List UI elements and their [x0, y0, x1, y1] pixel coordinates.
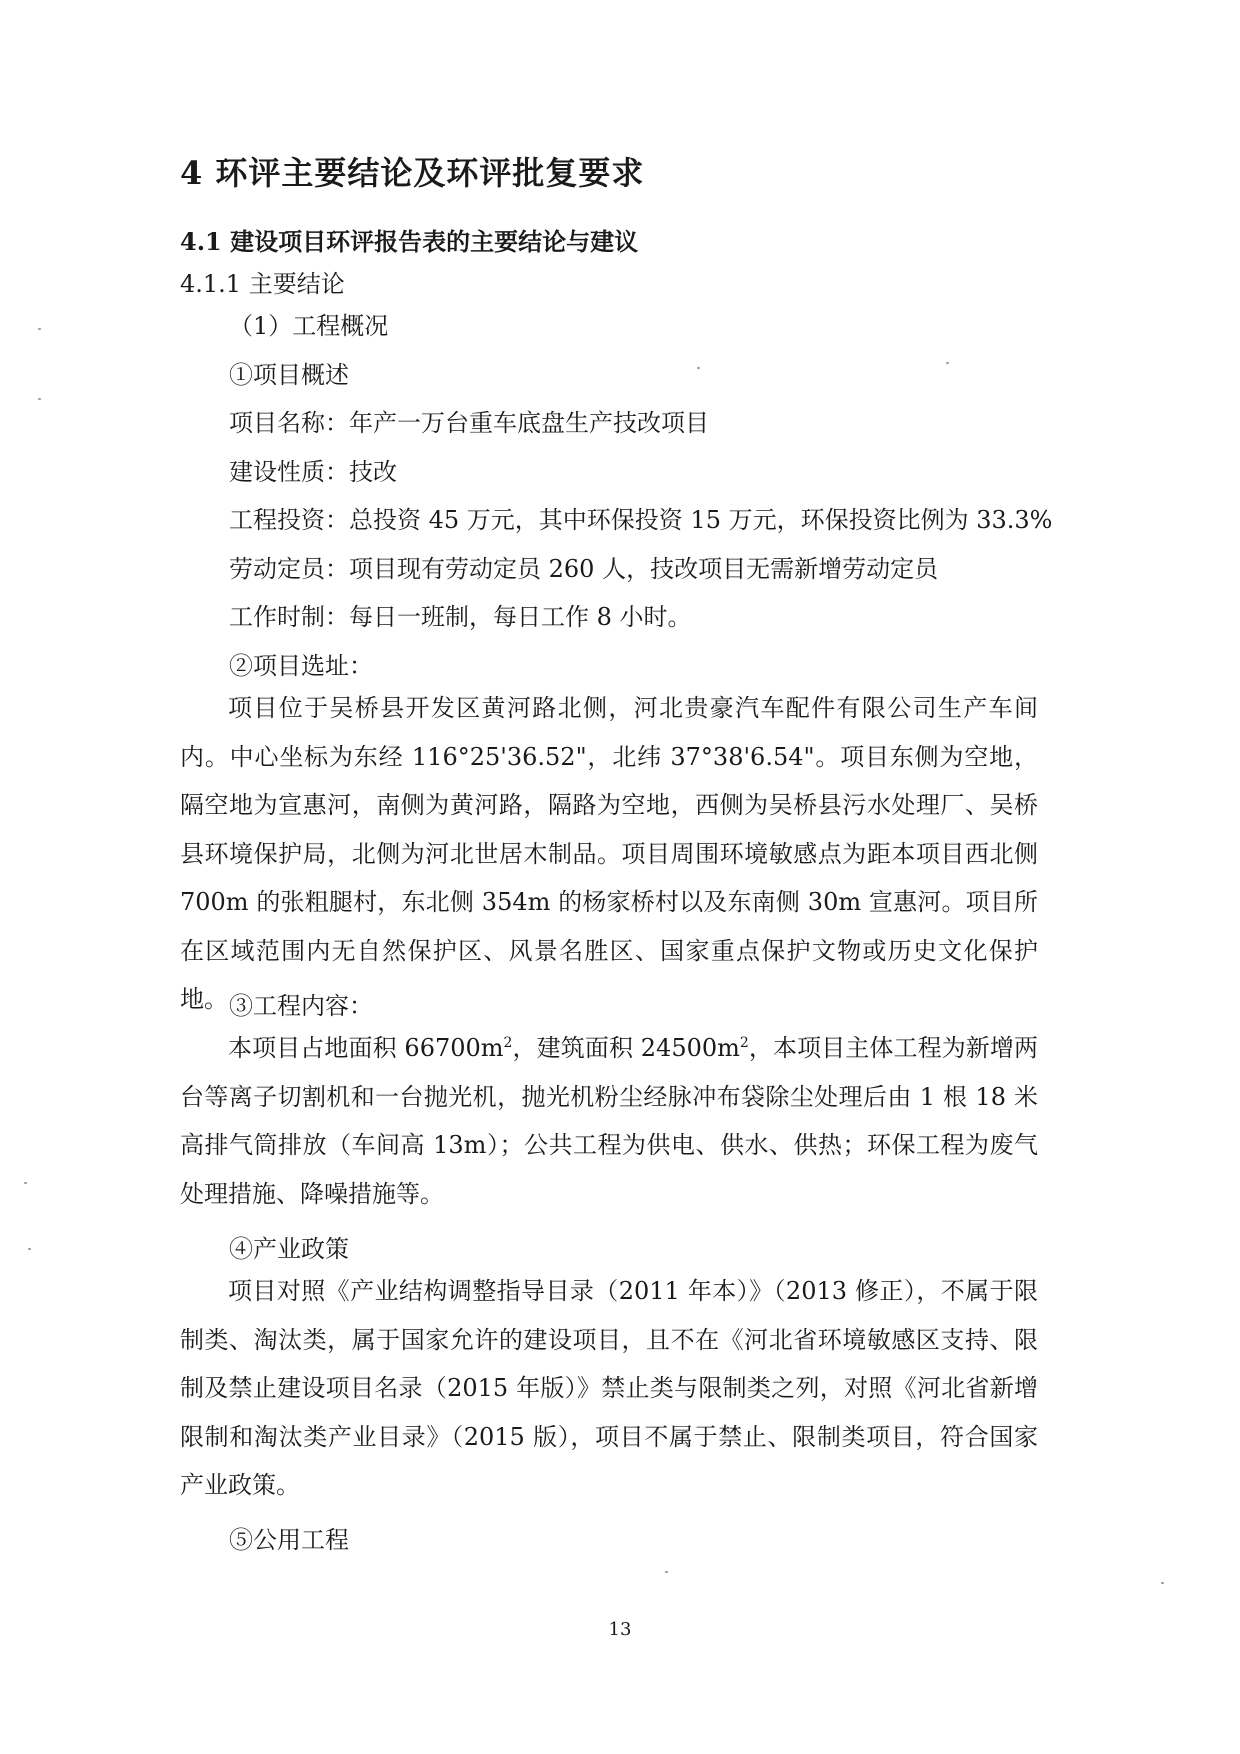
scan-speck [24, 1182, 27, 1184]
construction-nature-line: 建设性质：技改 [229, 458, 397, 486]
project-name-line: 项目名称：年产一万台重车底盘生产技改项目 [229, 409, 709, 437]
content-paragraph [180, 1024, 1038, 1218]
item-heading-site: ②项目选址： [229, 652, 373, 680]
scan-speck [28, 1248, 31, 1250]
chapter-heading: 4 环评主要结论及环评批复要求 [180, 154, 645, 192]
subheading-overview: （1）工程概况 [229, 312, 389, 340]
staffing-line: 劳动定员：项目现有劳动定员 260 人，技改项目无需新增劳动定员 [229, 555, 939, 583]
subsection-heading: 4.1.1 主要结论 [180, 270, 345, 298]
site-paragraph: 项目位于吴桥县开发区黄河路北侧，河北贵豪汽车配件有限公司生产车间内。中心坐标为东经 116°25'36.52"，北纬 37°38'6.54"。项目东侧为空地，隔空地为宣惠河，南侧为黄河路，隔路为空地，西侧为吴桥县污水处理厂、吴桥县环境保护局，北侧为河北世居木制品。项目周围环境敏感点为距本项目西北侧 700m 的张粗腿村，东北侧 354m 的杨家桥村以及东南侧 30m 宣惠河。项目所在区域范围内无自然保护区、风景名胜区、国家重点保护文物或历史文化保护地。 [180, 694, 1038, 1013]
content-text-1: 本项目占地面积 66700m [228, 1034, 504, 1062]
scan-speck [38, 328, 41, 330]
section-heading: 4.1 建设项目环评报告表的主要结论与建议 [180, 227, 639, 256]
scan-speck [697, 367, 700, 369]
item-heading-utilities: ⑤公用工程 [229, 1526, 349, 1554]
item-heading-policy: ④产业政策 [229, 1235, 349, 1263]
scan-speck [1161, 1582, 1164, 1584]
superscript-2b: 2 [739, 1035, 749, 1051]
page-number: 13 [608, 1619, 632, 1640]
content-text-2: ，建筑面积 24500m [512, 1034, 740, 1062]
item-heading-content: ③工程内容： [229, 992, 373, 1020]
investment-line: 工程投资：总投资 45 万元，其中环保投资 15 万元，环保投资比例为 33.3% [229, 506, 1053, 534]
scan-speck [38, 398, 41, 400]
superscript-2a: 2 [503, 1035, 513, 1051]
content-text-3: ，本项目主体工程为新增两台等离子切割机和一台抛光机，抛光机粉尘经脉冲布袋除尘处理后由 1 根 18 米高排气筒排放（车间高 13m）；公共工程为供电、供水、供热；环保工程为废气处理措施、降噪措施等。 [180, 1034, 1039, 1208]
item-heading-project-summary: ①项目概述 [229, 361, 349, 389]
scan-speck [946, 362, 949, 364]
work-schedule-line: 工作时制：每日一班制，每日工作 8 小时。 [229, 603, 692, 631]
policy-paragraph: 项目对照《产业结构调整指导目录（2011 年本）》（2013 修正），不属于限制类、淘汰类，属于国家允许的建设项目，且不在《河北省环境敏感区支持、限制及禁止建设项目名录（2015 年版）》禁止类与限制类之列，对照《河北省新增限制和淘汰类产业目录》（2015 版），项目不属于禁止、限制类项目，符合国家产业政策。 [180, 1277, 1038, 1499]
scan-speck [665, 1571, 668, 1573]
